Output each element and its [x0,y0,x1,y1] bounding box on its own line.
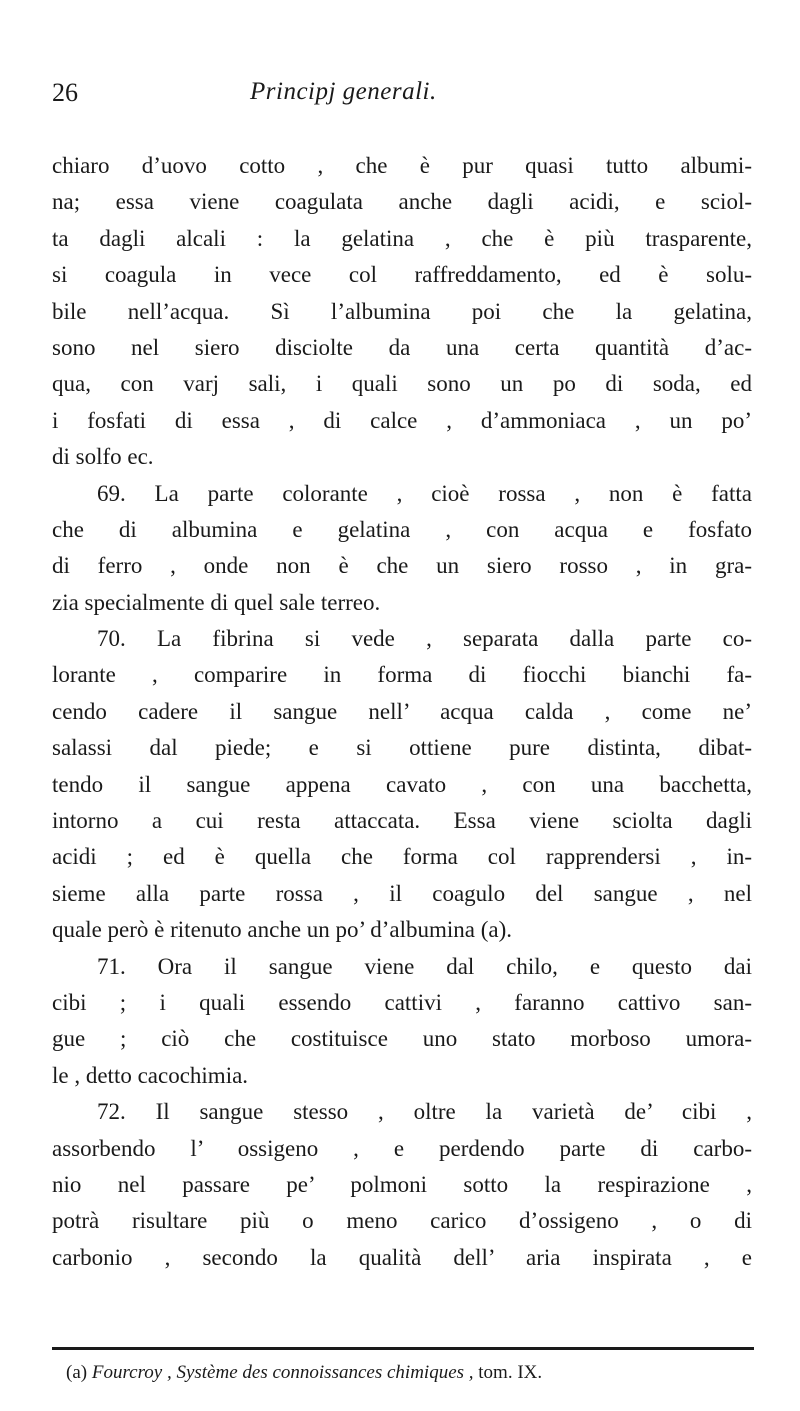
text-line: lorante , comparire in forma di fiocchi bianchi fa- [52,662,752,688]
footnote-divider [52,1347,754,1350]
text-line: si coagula in vece col raffreddamento, ed è solu- [52,262,752,288]
text-line: i fosfati di essa , di calce , d’ammoniaca , un po’ [52,407,752,433]
text-line: potrà risultare più o meno carico d’ossigeno , o di [52,1208,752,1234]
text-line: chiaro d’uovo cotto , che è pur quasi tutto albumi- [52,153,752,178]
text-line: qua, con varj sali, i quali sono un po di soda, ed [52,371,752,397]
text-line: che di albumina e gelatina , con acqua e fosfato [52,516,752,542]
text-line: ta dagli alcali : la gelatina , che è più trasparente, [52,225,752,251]
running-title: Principj generali. [250,78,437,105]
paragraph-70-start: 70. La fibrina si vede , separata dalla parte co- [97,626,752,652]
footnote-title: Système des connoissances chimiques , [176,1362,474,1383]
text-line: cibi ; i quali essendo cattivi , faranno cattivo san- [52,989,752,1015]
text-line: sieme alla parte rossa , il coagulo del sangue , nel [52,880,752,906]
text-line: tendo il sangue appena cavato , con una bacchetta, [52,771,752,797]
text-line: nio nel passare pe’ polmoni sotto la respirazione , [52,1171,752,1197]
text-line: intorno a cui resta attaccata. Essa viene sciolta dagli [52,808,752,834]
text-line: cendo cadere il sangue nell’ acqua calda , come ne’ [52,698,752,724]
page-number: 26 [52,78,78,107]
text-line: carbonio , secondo la qualità dell’ aria inspirata , e [52,1244,752,1270]
footnote [66,1362,756,1384]
paragraph-71-start: 71. Ora il sangue viene dal chilo, e questo dai [97,953,752,979]
footnote-author: Fourcroy , [91,1362,172,1383]
text-line: acidi ; ed è quella che forma col rapprendersi , in- [52,844,752,870]
text-line: sono nel siero disciolte da una certa quantità d’ac- [52,334,752,360]
text-line: assorbendo l’ ossigeno , e perdendo parte di carbo- [52,1135,752,1161]
text-line: gue ; ciò che costituisce uno stato morboso umora- [52,1026,752,1052]
footnote-marker: (a) [66,1362,88,1383]
text-line: di ferro , onde non è che un siero rosso , in gra- [52,553,752,579]
paragraph-72-start: 72. Il sangue stesso , oltre la varietà de’ cibi , [97,1099,752,1125]
footnote-volume: tom. IX. [478,1362,543,1383]
text-line: le , detto cacochimia. [52,1062,249,1088]
text-line: na; essa viene coagulata anche dagli acidi, e sciol- [52,189,752,215]
text-line: quale però è ritenuto anche un po’ d’albumina (a). [52,917,513,943]
paragraph-69-start: 69. La parte colorante , cioè rossa , non è fatta [97,480,752,506]
text-line: zia specialmente di quel sale terreo. [52,589,381,615]
text-line: bile nell’acqua. Sì l’albumina poi che la gelatina, [52,298,752,324]
text-line: di solfo ec. [52,444,154,470]
body-text [52,148,752,1276]
page-header [52,78,752,118]
text-line: salassi dal piede; e si ottiene pure distinta, dibat- [52,735,752,761]
